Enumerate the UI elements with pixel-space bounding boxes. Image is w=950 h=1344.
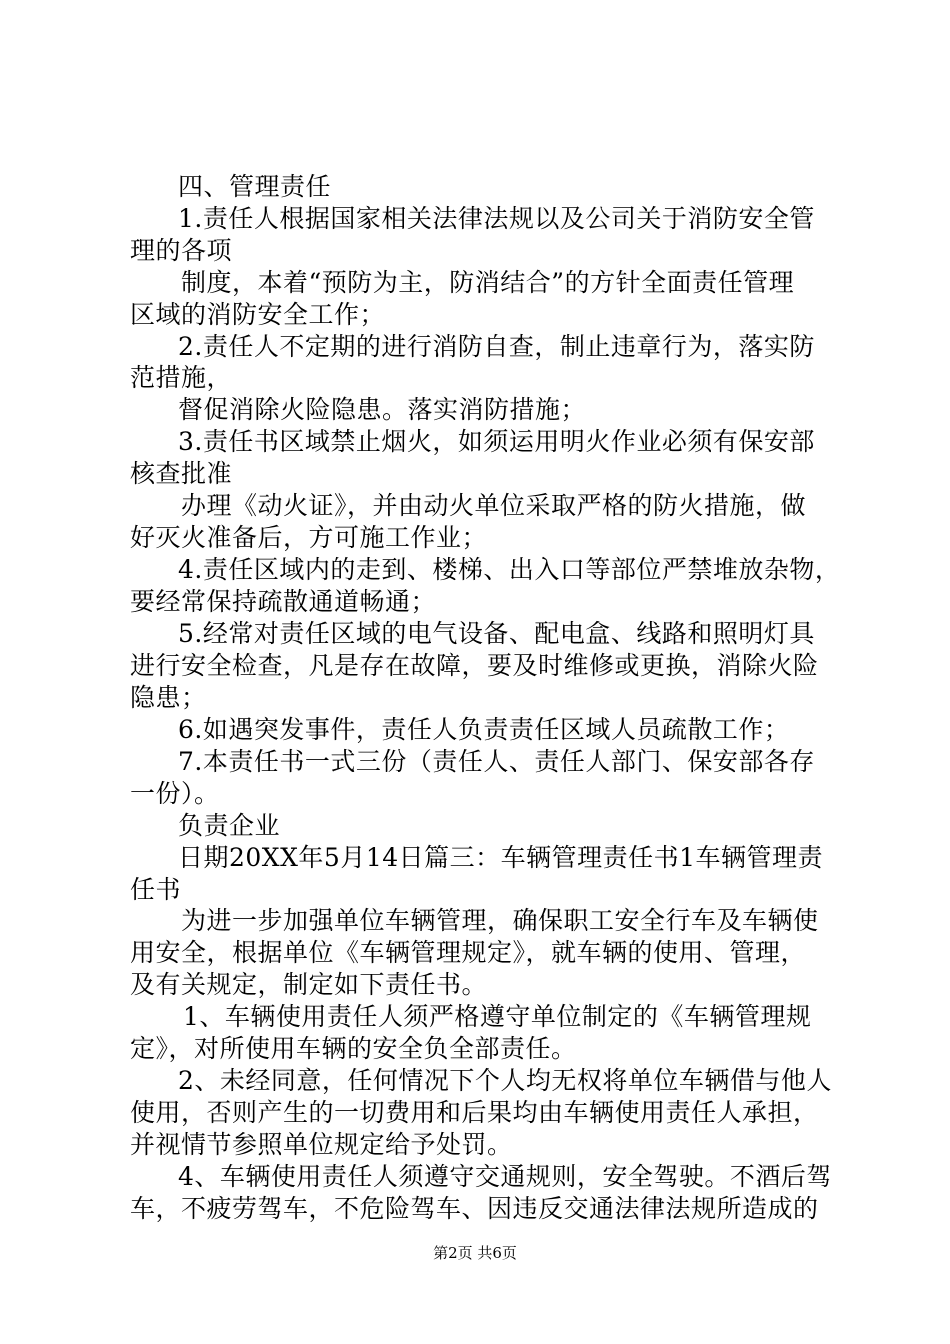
paragraph-line: 好灭火准备后，方可施工作业；: [130, 523, 488, 552]
paragraph-line: 1.责任人根据国家相关法律法规以及公司关于消防安全管: [178, 204, 815, 233]
paragraph-line: 1、车辆使用责任人须严格遵守单位制定的《车辆管理规: [183, 1002, 812, 1031]
paragraph-line: 要经常保持疏散通道畅通；: [130, 587, 437, 616]
paragraph-line: 核查批准: [130, 459, 233, 488]
paragraph-line: 使用，否则产生的一切费用和后果均由车辆使用责任人承担，: [130, 1098, 819, 1127]
paragraph-line: 用安全，根据单位《车辆管理规定》，就车辆的使用、管理，: [130, 938, 807, 967]
date-line: 日期20XX年5月14日篇三：车辆管理责任书1车辆管理责: [178, 843, 824, 872]
paragraph-line: 4、车辆使用责任人须遵守交通规则，安全驾驶。不酒后驾: [178, 1162, 832, 1191]
paragraph-line: 理的各项: [130, 236, 233, 265]
paragraph-line: 范措施，: [130, 363, 233, 392]
paragraph-line: 定》，对所使用车辆的安全负全部责任。: [130, 1034, 577, 1063]
paragraph-line: 4.责任区域内的走到、楼梯、出入口等部位严禁堆放杂物，: [178, 555, 841, 584]
paragraph-line: 5.经常对责任区域的电气设备、配电盒、线路和照明灯具: [178, 619, 815, 648]
paragraph-line: 并视情节参照单位规定给予处罚。: [130, 1130, 513, 1159]
paragraph-line: 3.责任书区域禁止烟火，如须运用明火作业必须有保安部: [178, 427, 815, 456]
paragraph-line: 7.本责任书一式三份（责任人、责任人部门、保安部各存: [178, 747, 815, 776]
paragraph-line: 隐患；: [130, 683, 207, 712]
paragraph-line: 为进一步加强单位车辆管理，确保职工安全行车及车辆使: [181, 906, 819, 935]
paragraph-line: 2.责任人不定期的进行消防自查，制止违章行为，落实防: [178, 332, 815, 361]
section-heading: 四、管理责任: [178, 172, 332, 201]
paragraph-line: 及有关规定，制定如下责任书。: [130, 970, 488, 999]
paragraph-line: 任书: [130, 875, 182, 904]
paragraph-line: 进行安全检查，凡是存在故障，要及时维修或更换，消除火险: [130, 651, 819, 680]
paragraph-line: 督促消除火险隐患。落实消防措施；: [178, 395, 587, 424]
paragraph-line: 车，不疲劳驾车，不危险驾车、因违反交通法律法规所造成的: [130, 1194, 819, 1223]
paragraph-line: 6.如遇突发事件，责任人负责责任区域人员疏散工作；: [178, 715, 790, 744]
paragraph-line: 制度，本着“预防为主，防消结合”的方针全面责任管理: [181, 268, 795, 297]
paragraph-line: 区域的消防安全工作；: [130, 300, 386, 329]
paragraph-line: 办理《动火证》，并由动火单位采取严格的防火措施，做: [181, 491, 807, 520]
page-footer: 第2页 共6页: [433, 1244, 517, 1262]
paragraph-line: 一份）。: [130, 779, 220, 808]
paragraph-line: 2、未经同意，任何情况下个人均无权将单位车辆借与他人: [178, 1066, 832, 1095]
signature-label: 负责企业: [178, 811, 281, 840]
